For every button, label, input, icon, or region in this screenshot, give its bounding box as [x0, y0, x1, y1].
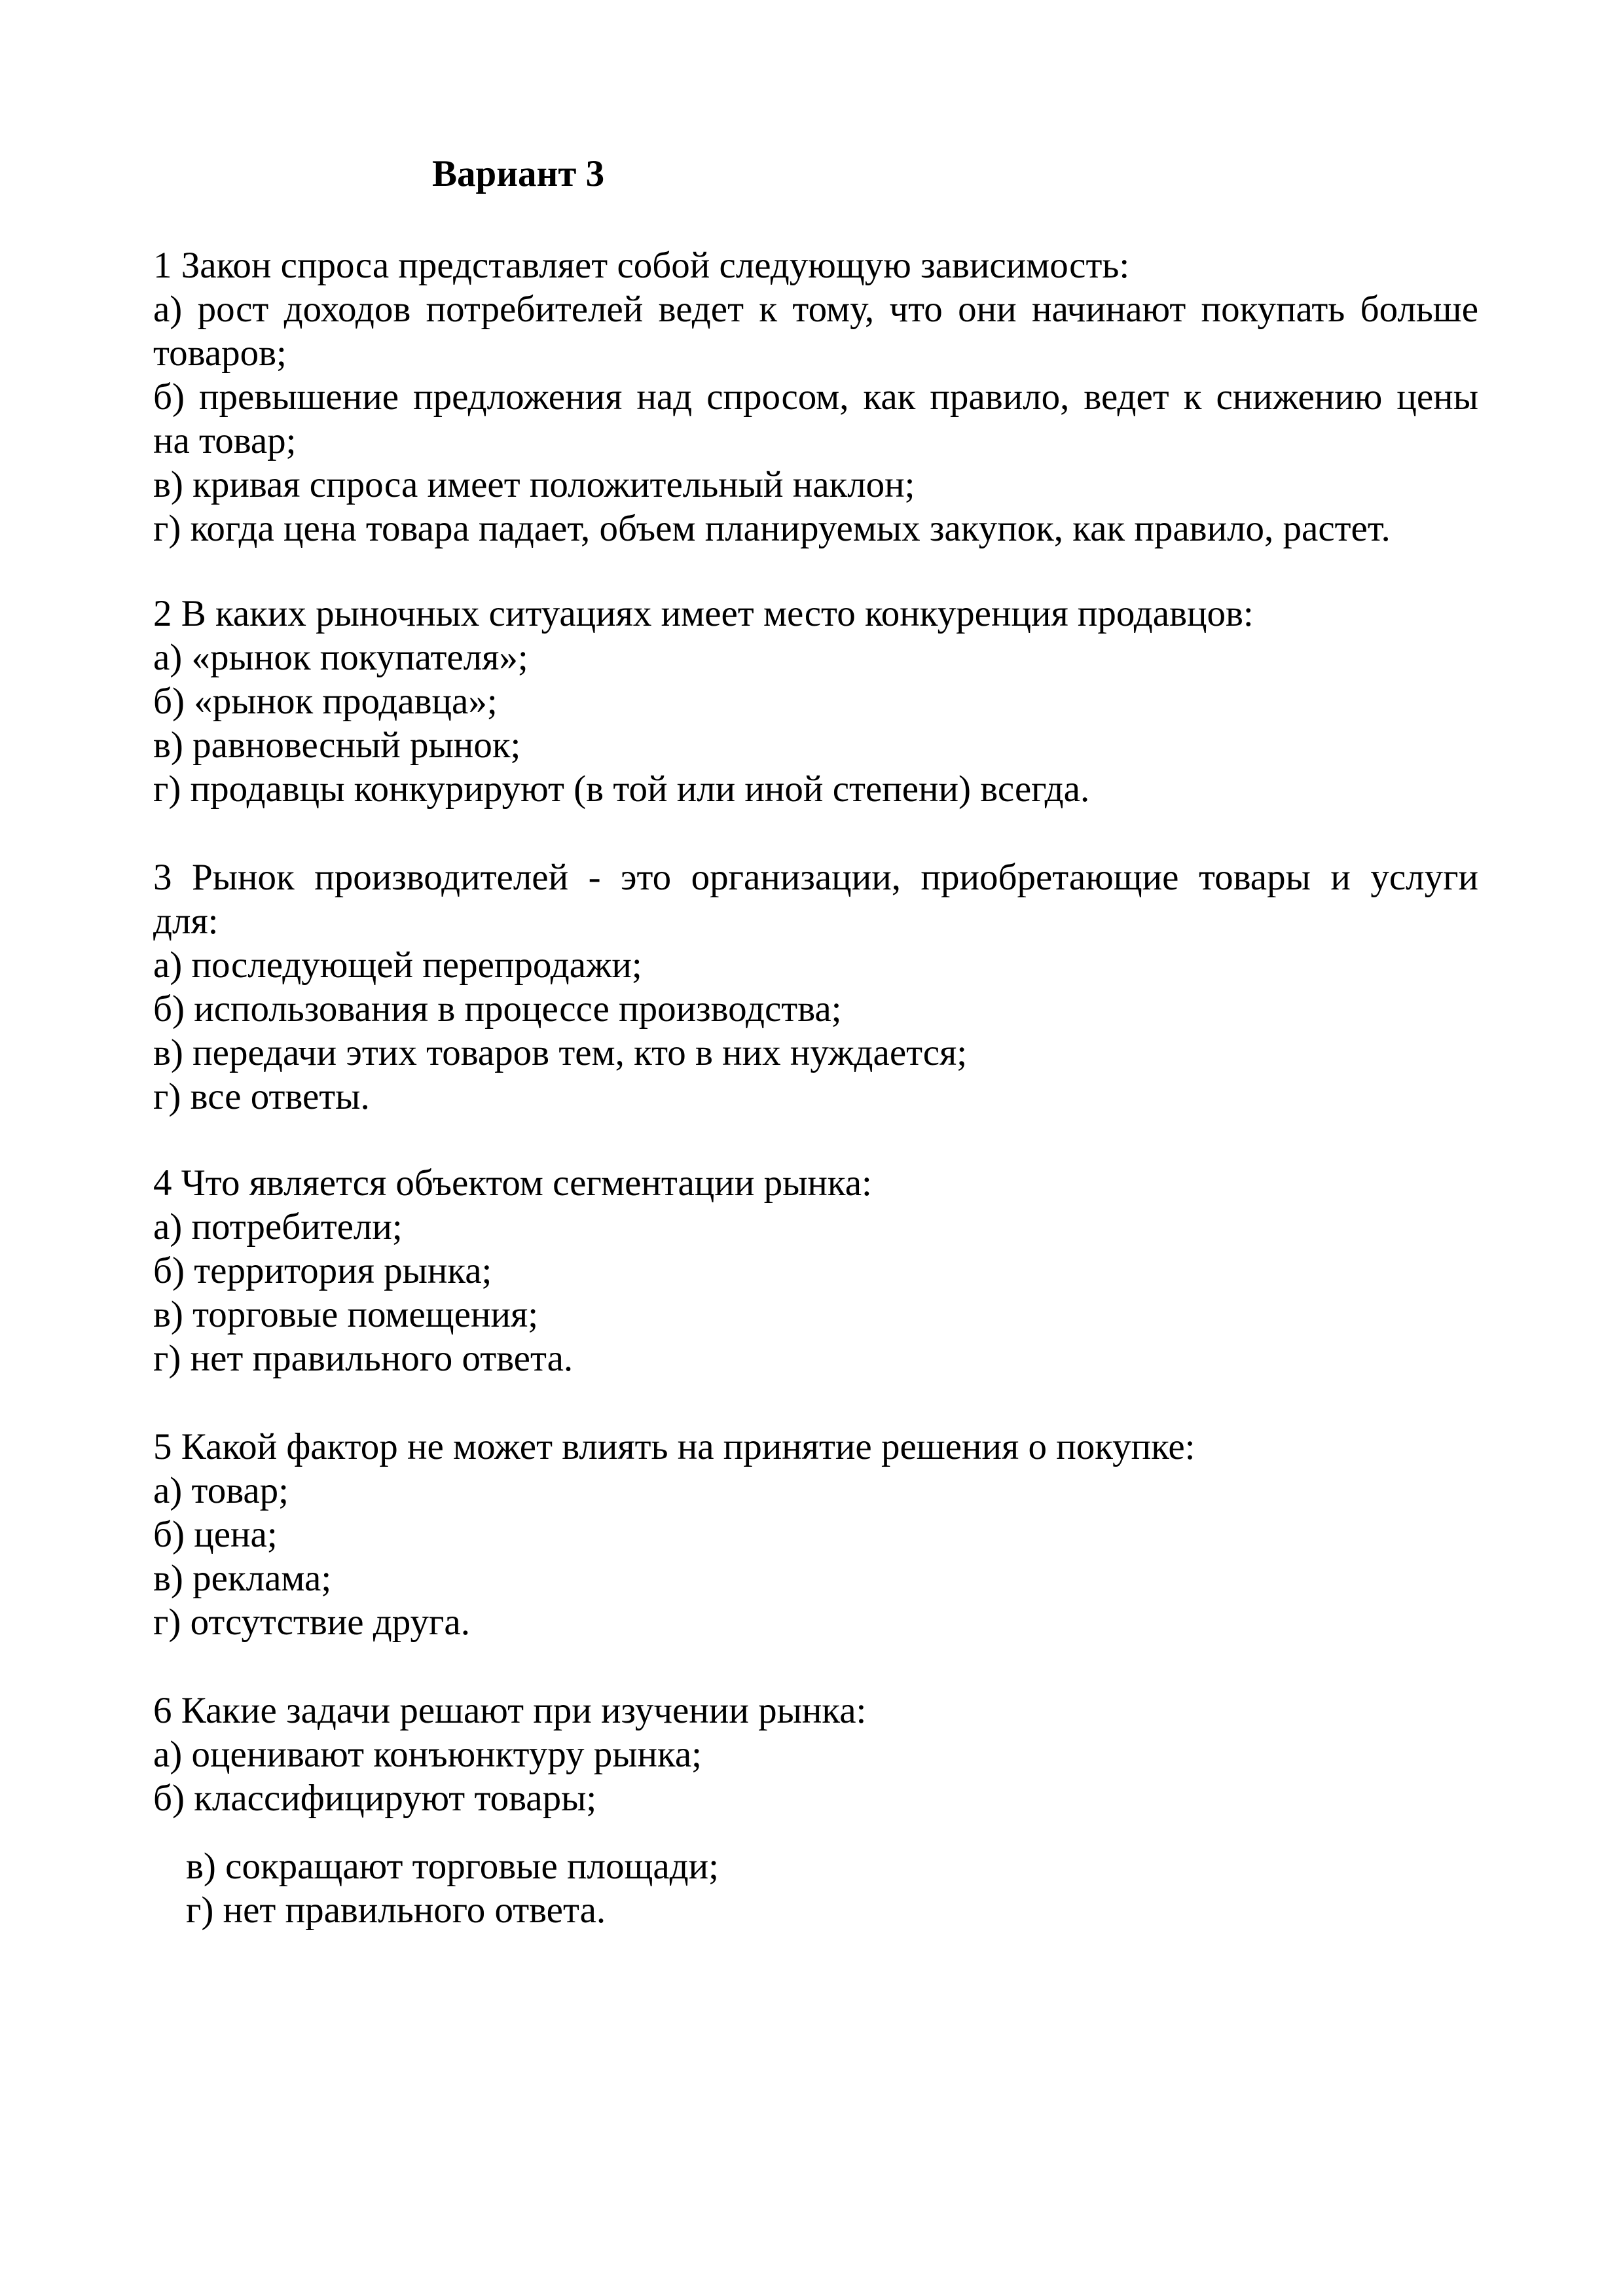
question-6-option-a: а) оценивают конъюнктуру рынка;	[153, 1734, 702, 1775]
question-2	[153, 592, 1478, 811]
question-6	[153, 1689, 1478, 1932]
question-2-text: 2 В каких рыночных ситуациях имеет место конкуренция продавцов:	[153, 593, 1254, 634]
question-2-option-g: г) продавцы конкурируют (в той или иной степени) всегда.	[153, 768, 1090, 810]
question-3-text-line-2: для:	[153, 901, 219, 942]
question-3	[153, 855, 1478, 1119]
question-4-option-g: г) нет правильного ответа.	[153, 1338, 574, 1379]
question-1-option-b-line-2: на товар;	[153, 420, 297, 461]
question-5-option-a: а) товар;	[153, 1470, 289, 1511]
question-4-text: 4 Что является объектом сегментации рынка:	[153, 1162, 872, 1204]
question-5-option-g: г) отсутствие друга.	[153, 1602, 470, 1643]
question-6-option-v: в) сокращают торговые площади;	[186, 1846, 719, 1887]
question-6-option-g: г) нет правильного ответа.	[186, 1890, 606, 1931]
question-3-text-line-1: 3 Рынок производителей - это организации, приобретающие товары и услуги	[153, 857, 1478, 898]
question-3-option-v: в) передачи этих товаров тем, кто в них нуждается;	[153, 1032, 968, 1073]
question-5	[153, 1425, 1478, 1644]
question-1-option-a-line-2: товаров;	[153, 332, 287, 374]
question-3-option-b: б) использования в процессе производства;	[153, 988, 842, 1030]
question-4-option-b: б) территория рынка;	[153, 1250, 492, 1291]
question-1-text: 1 Закон спроса представляет собой следующую зависимость:	[153, 245, 1130, 286]
question-3-option-a: а) последующей перепродажи;	[153, 944, 642, 986]
question-1-option-a-line-1: а) рост доходов потребителей ведет к тому, что они начинают покупать больше	[153, 289, 1478, 330]
question-4-option-a: а) потребители;	[153, 1206, 403, 1247]
question-6-text: 6 Какие задачи решают при изучении рынка:	[153, 1690, 867, 1731]
question-5-text: 5 Какой фактор не может влиять на принятие решения о покупке:	[153, 1426, 1195, 1467]
question-6-spacer	[153, 1820, 1478, 1844]
question-4	[153, 1161, 1478, 1380]
question-5-option-b: б) цена;	[153, 1514, 278, 1555]
question-2-option-b: б) «рынок продавца»;	[153, 681, 498, 722]
question-1-option-b-line-1: б) превышение предложения над спросом, как правило, ведет к снижению цены	[153, 376, 1478, 418]
variant-title: Вариант 3	[432, 153, 605, 194]
question-2-option-v: в) равновесный рынок;	[153, 725, 521, 766]
question-5-option-v: в) реклама;	[153, 1558, 332, 1599]
question-1-option-v: в) кривая спроса имеет положительный наклон;	[153, 464, 915, 505]
question-6-option-b: б) классифицируют товары;	[153, 1778, 597, 1819]
question-1-option-g: г) когда цена товара падает, объем планируемых закупок, как правило, растет.	[153, 508, 1391, 549]
question-3-option-g: г) все ответы.	[153, 1076, 370, 1117]
question-1	[153, 243, 1478, 550]
question-4-option-v: в) торговые помещения;	[153, 1294, 539, 1335]
question-2-option-a: а) «рынок покупателя»;	[153, 637, 528, 678]
